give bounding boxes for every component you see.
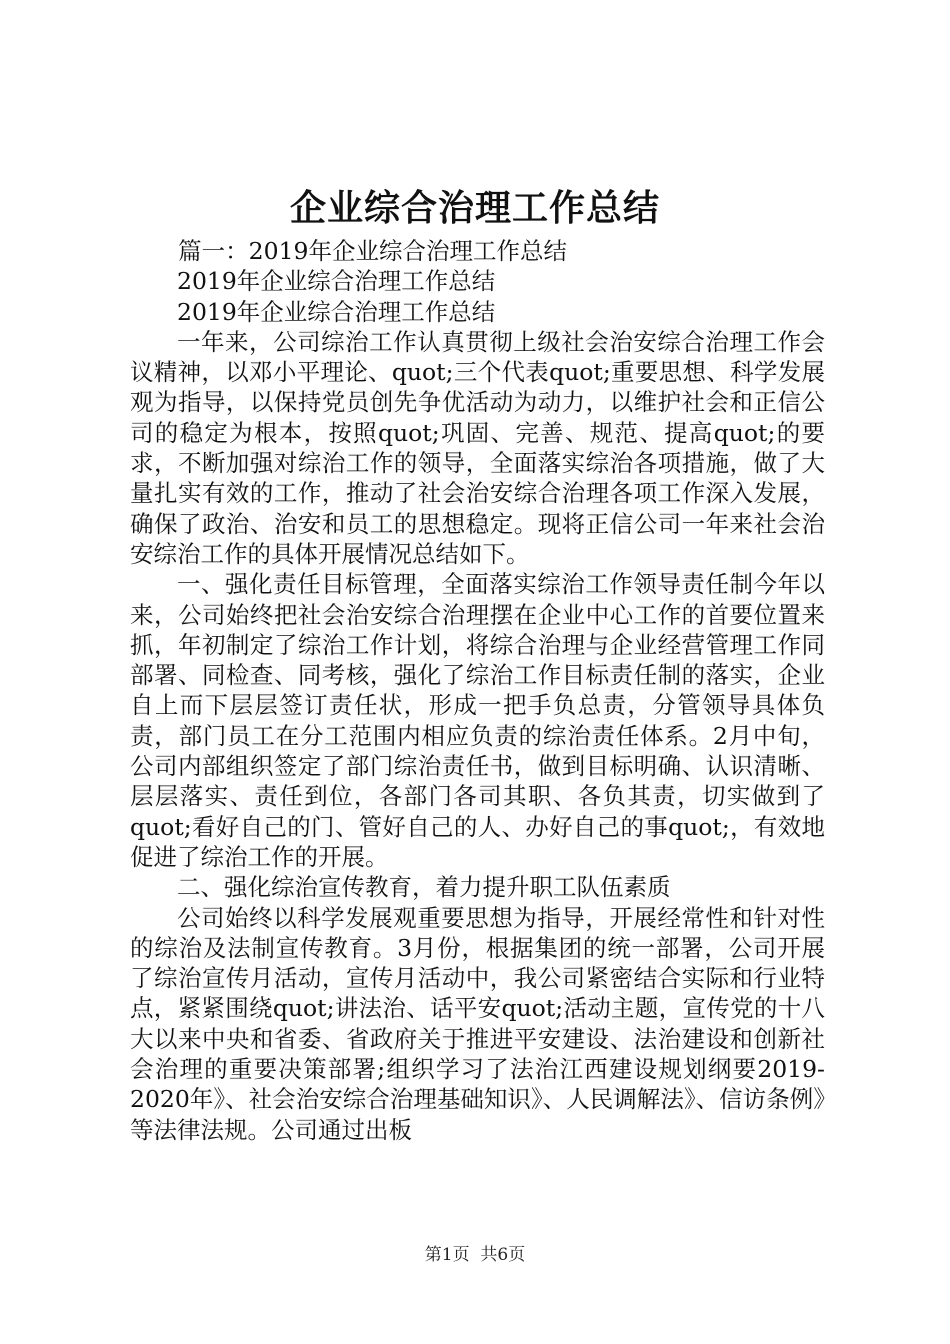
- section-heading: 二、强化综治宣传教育，着力提升职工队伍素质: [177, 873, 671, 902]
- body-paragraph: 一、强化责任目标管理，全面落实综治工作领导责任制今年以来，公司始终把社会治安综合治理摆在企业中心工作的首要位置来抓，年初制定了综治工作计划，将综合治理与企业经营管理工作同部署、同检查、同考核，强化了综治工作目标责任制的落实，企业自上而下层层签订责任状，形成一把手负总责，分管领导具体负责，部门员工在分工范围内相应负责的综治责任体系。2月中旬，公司内部组织签定了部门综治责任书，做到目标明确、认识清晰、层层落实、责任到位，各部门各司其职、各负其责，切实做到了quot;看好自己的门、管好自己的人、办好自己的事quot;，有效地促进了综治工作的开展。: [130, 570, 825, 871]
- subtitle-line: 2019年企业综合治理工作总结: [177, 297, 496, 326]
- body-paragraph: 一年来，公司综治工作认真贯彻上级社会治安综合治理工作会议精神，以邓小平理论、quot;三个代表quot;重要思想、科学发展观为指导，以保持党员创先争优活动为动力，以维护社会和正信公司的稳定为根本，按照quot;巩固、完善、规范、提高quot;的要求，不断加强对综治工作的领导，全面落实综治各项措施，做了大量扎实有效的工作，推动了社会治安综合治理各项工作深入发展，确保了政治、治安和员工的思想稳定。现将正信公司一年来社会治安综治工作的具体开展情况总结如下。: [130, 327, 825, 568]
- page-footer: [0, 1243, 950, 1267]
- page-number: 第1页: [424, 1245, 470, 1265]
- subtitle-line: 2019年企业综合治理工作总结: [177, 267, 496, 296]
- body-paragraph: 公司始终以科学发展观重要思想为指导，开展经常性和针对性的综治及法制宣传教育。3月份，根据集团的统一部署，公司开展了综治宣传月活动，宣传月活动中，我公司紧密结合实际和行业特点，紧紧围绕quot;讲法治、话平安quot;活动主题，宣传党的十八大以来中央和省委、省政府关于推进平安建设、法治建设和创新社会治理的重要决策部署;组织学习了法治江西建设规划纲要2019-2020年》、社会治安综合治理基础知识》、人民调解法》、信访条例》等法律法规。公司通过出板: [130, 903, 825, 1144]
- document-title: 企业综合治理工作总结: [289, 187, 660, 229]
- section-heading: 篇一：2019年企业综合治理工作总结: [178, 237, 567, 265]
- page-total: 共6页: [480, 1245, 526, 1265]
- document-body: [130, 236, 825, 1145]
